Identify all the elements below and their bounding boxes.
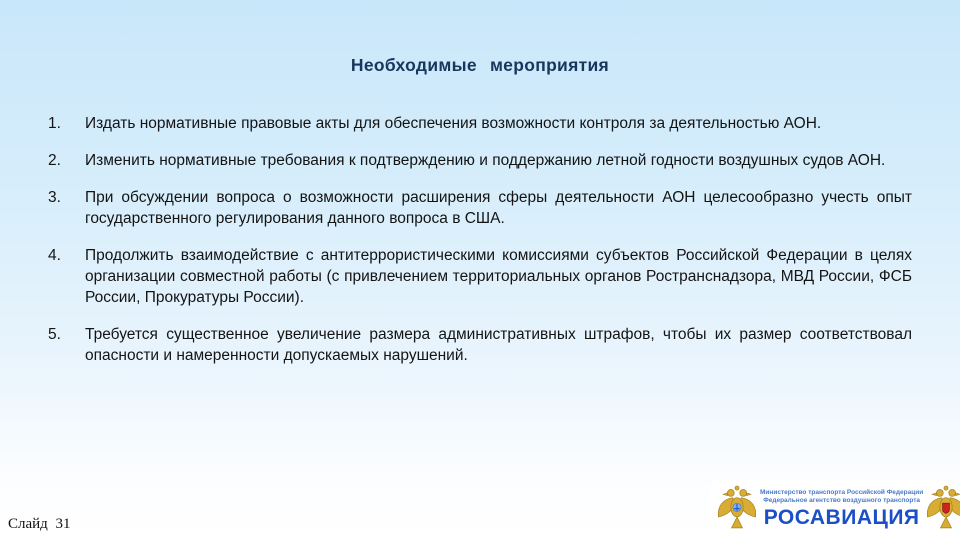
list-item [48, 113, 912, 134]
list-item-number: 3. [48, 189, 61, 206]
slide-number-label: Слайд 31 [8, 516, 71, 532]
slide-title: Необходимые мероприятия [350, 55, 610, 75]
rosaviation-brand-text: РОСАВИАЦИЯ [763, 505, 920, 529]
list-item [48, 245, 912, 308]
list-item-text: Изменить нормативные требования к подтверждению и поддержанию летной годности воздушных судов АОН. [85, 152, 886, 169]
list-item-text: Издать нормативные правовые акты для обеспечения возможности контроля за деятельностью АОН. [85, 115, 822, 132]
list-item-number: 5. [48, 326, 61, 343]
ministry-name-line: Министерство транспорта Российской Федерации [760, 488, 924, 496]
rosaviation-logo [710, 480, 950, 536]
list-item-text: Требуется существенное увеличение размера административных штрафов, чтобы их размер соответствовал опасности и намеренности допускаемых нарушений. [85, 326, 912, 364]
measures-list [48, 113, 912, 382]
agency-name-line: Федеральное агентство воздушного транспорта [763, 496, 921, 504]
list-item-number: 1. [48, 115, 61, 132]
list-item-number: 4. [48, 247, 61, 264]
list-item-text: При обсуждении вопроса о возможности расширения сферы деятельности АОН целесообразно учесть опыт государственного регулирования данного вопроса в США. [85, 189, 912, 227]
list-item [48, 150, 912, 171]
ministry-of-transport-double-eagle-icon [714, 483, 760, 533]
list-item [48, 187, 912, 229]
list-item-number: 2. [48, 152, 61, 169]
list-item [48, 324, 912, 366]
list-item-text: Продолжить взаимодействие с антитеррористическими комиссиями субъектов Российской Федерации в целях организации совместной работы (с привлечением территориальных органов Ространснадзора, МВД России, ФСБ России, Прокуратуры России). [85, 247, 912, 306]
logo-text-column [760, 489, 923, 528]
russia-coat-of-arms-double-eagle-icon [923, 483, 960, 533]
